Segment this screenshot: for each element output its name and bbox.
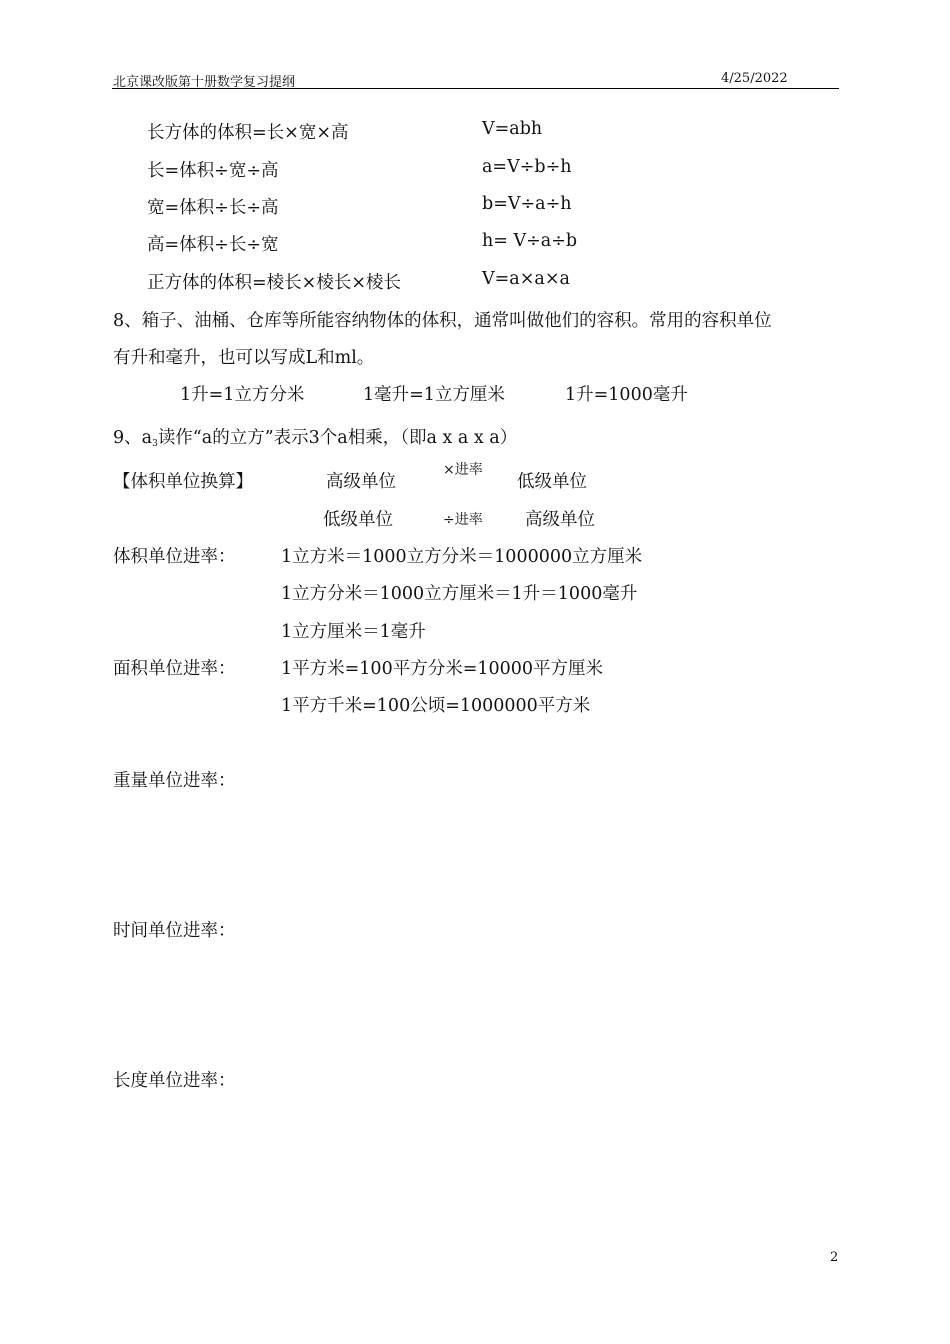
formula-text: 正方体的体积=棱长×棱长×棱长 [147,273,401,293]
formula-text: 宽=体积÷长÷高 [147,198,279,218]
formula-expr: V=abh [482,119,543,139]
area-rate-line: 1平方米=100平方分米=10000平方厘米 [281,659,604,679]
formula-expr: V=a×a×a [482,269,570,289]
weight-rates-label: 重量单位进率： [113,771,236,791]
header-divider [112,88,839,89]
area-rate-line: 1平方千米=100公顷=1000000平方米 [281,696,591,716]
conversion-low-unit: 低级单位 [323,510,393,530]
formula-expr: h= V÷a÷b [482,231,578,251]
capacity-item: 1毫升=1立方厘米 [363,385,505,405]
conversion-low-unit: 低级单位 [517,472,587,492]
formula-text: 高=体积÷长÷宽 [147,235,279,255]
length-rates-label: 长度单位进率： [113,1071,236,1091]
volume-rate-line: 1立方厘米＝1毫升 [281,622,426,642]
formula-text: 长方体的体积=长×宽×高 [147,123,349,143]
conversion-high-unit: 高级单位 [525,510,595,530]
para9-suffix: 读作“a的立方”表示3个a相乘，（即a x a x a） [157,428,518,448]
header-title: 北京课改版第十册数学复习提纲 [113,75,296,90]
time-rates-label: 时间单位进率： [113,921,236,941]
capacity-item: 1升=1000毫升 [565,385,688,405]
conversion-label: 【体积单位换算】 [113,472,253,492]
para9-prefix: 9、a [113,428,153,448]
volume-rate-line: 1立方米＝1000立方分米＝1000000立方厘米 [281,547,643,567]
conversion-multiply-rate: ×进率 [443,462,483,478]
para9 [113,424,517,449]
para9-subscript: 3 [152,439,158,449]
conversion-high-unit: 高级单位 [326,472,396,492]
capacity-item: 1升=1立方分米 [180,385,305,405]
formula-text: 长=体积÷宽÷高 [147,161,279,181]
page-number: 2 [830,1250,839,1265]
volume-rate-line: 1立方分米＝1000立方厘米＝1升＝1000毫升 [281,584,638,604]
formula-expr: b=V÷a÷h [482,194,572,214]
formula-expr: a=V÷b÷h [482,157,572,177]
para8-line1: 8、箱子、油桶、仓库等所能容纳物体的体积，通常叫做他们的容积。常用的容积单位 [113,311,772,331]
area-rates-label: 面积单位进率： [113,659,236,679]
volume-rates-label: 体积单位进率： [113,547,236,567]
para8-line2: 有升和毫升，也可以写成L和ml。 [113,348,375,368]
header-date: 4/25/2022 [721,71,788,86]
conversion-divide-rate: ÷进率 [443,512,483,528]
